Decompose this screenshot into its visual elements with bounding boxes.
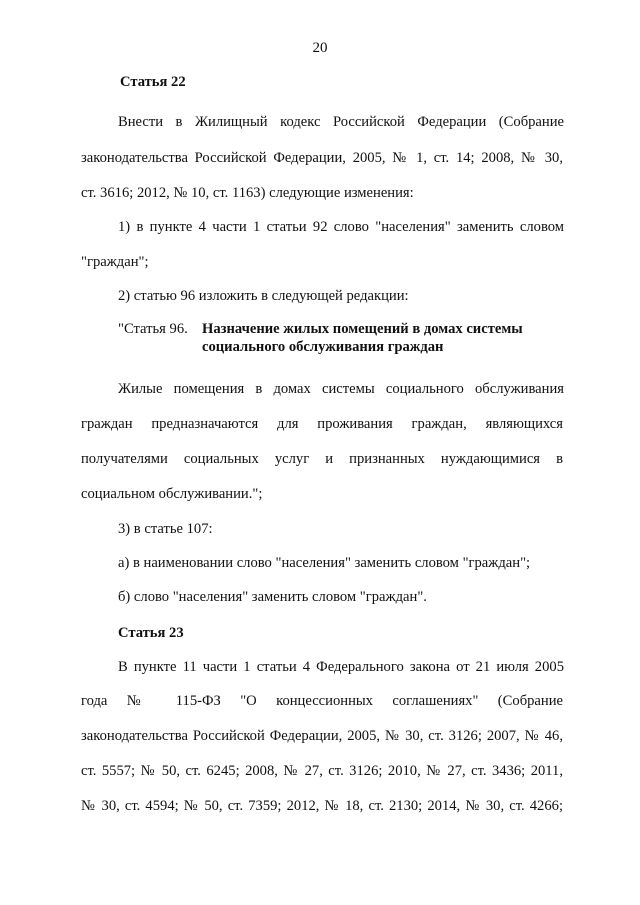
- article-22-item-1-line-2: "граждан";: [81, 254, 149, 270]
- article-22-item-3: 3) в статье 107:: [118, 521, 213, 537]
- article-22-intro-line-2: законодательства Российской Федерации, 2005, № 1, ст. 14; 2008, № 30,: [81, 150, 563, 166]
- new-article-96-title-line-1: Назначение жилых помещений в домах системы: [202, 321, 523, 337]
- article-23-body-line-5: № 30, ст. 4594; № 50, ст. 7359; 2012, № 18, ст. 2130; 2014, № 30, ст. 4266;: [81, 798, 563, 814]
- article-22-item-1-line-1: 1) в пункте 4 части 1 статьи 92 слово "населения" заменить словом: [118, 219, 564, 235]
- new-article-96-body-line-4: социальном обслуживании.";: [81, 486, 263, 502]
- article-23-body-line-1: В пункте 11 части 1 статьи 4 Федерального закона от 21 июля 2005: [118, 659, 564, 675]
- article-22-intro-line-1: Внести в Жилищный кодекс Российской Федерации (Собрание: [118, 114, 564, 130]
- article-22-item-3b: б) слово "населения" заменить словом "граждан".: [118, 589, 427, 605]
- new-article-96-label: "Статья 96.: [118, 321, 188, 337]
- new-article-96-body-line-1: Жилые помещения в домах системы социального обслуживания: [118, 381, 564, 397]
- new-article-96-title: [202, 320, 523, 356]
- new-article-96-body-line-2: граждан предназначаются для проживания граждан, являющихся: [81, 416, 563, 432]
- article-23-title: Статья 23: [118, 625, 184, 641]
- article-22-item-3a: а) в наименовании слово "населения" заменить словом "граждан";: [118, 555, 531, 571]
- new-article-96-title-line-2: социального обслуживания граждан: [202, 339, 444, 355]
- article-23-body-line-2: года № 115-ФЗ "О концессионных соглашениях" (Собрание: [81, 693, 563, 709]
- article-22-title: Статья 22: [120, 74, 186, 90]
- article-22-intro-line-3: ст. 3616; 2012, № 10, ст. 1163) следующие изменения:: [81, 185, 414, 201]
- new-article-96-body-line-3: получателями социальных услуг и признанных нуждающимися в: [81, 451, 563, 467]
- article-23-body-line-4: ст. 5557; № 50, ст. 6245; 2008, № 27, ст. 3126; 2010, № 27, ст. 3436; 2011,: [81, 763, 563, 779]
- page-number: 20: [312, 40, 328, 56]
- article-22-item-2: 2) статью 96 изложить в следующей редакции:: [118, 288, 409, 304]
- article-23-body-line-3: законодательства Российской Федерации, 2005, № 30, ст. 3126; 2007, № 46,: [81, 728, 563, 744]
